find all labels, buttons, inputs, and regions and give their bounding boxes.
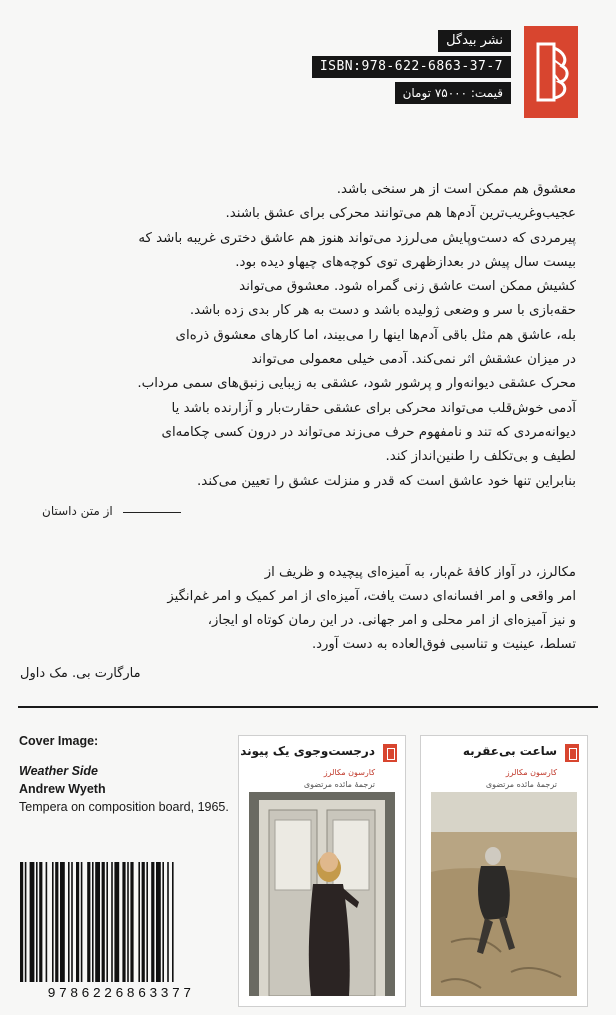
barcode-bars xyxy=(18,862,224,984)
artwork-medium: Tempera on composition board, 1965. xyxy=(19,800,229,814)
publisher-name: نشر بیدگل xyxy=(438,30,511,52)
field-painting-image xyxy=(431,792,577,996)
book-title: درجست‌وجوی یک پیوند xyxy=(240,744,375,758)
excerpt-line: حقه‌بازی با سر و وضعی ژولیده باشد و دست به هر کار بدی زده باشد. xyxy=(189,303,576,319)
story-excerpt xyxy=(36,178,576,494)
book-author: کارسون مکالرز xyxy=(323,768,375,777)
blurb-line: مکالرز، در آواز کافهٔ غم‌بار، به آمیزه‌ای پیچیده و ظریف از xyxy=(264,565,576,580)
book-cover-art xyxy=(249,792,395,996)
related-book-cover xyxy=(238,735,406,1007)
divider xyxy=(18,706,598,708)
publisher-logo xyxy=(524,26,578,118)
excerpt-line: دیوانه‌مردی که تند و نامفهوم حرف می‌زند می‌تواند در درون کسی چکامه‌ای xyxy=(161,424,576,440)
price: قیمت: ۷۵۰۰۰ تومان xyxy=(395,82,511,104)
book-cover-art xyxy=(431,792,577,996)
excerpt-line: لطیف و بی‌تکلف را طنین‌انداز کند. xyxy=(385,449,576,465)
excerpt-line: کشیش ممکن است عاشق زنی گمراه شود. معشوق می‌تواند xyxy=(239,279,576,295)
book-translator: ترجمهٔ مائده مرتضوی xyxy=(485,780,557,789)
publisher-mark-icon xyxy=(383,744,397,762)
isbn: ISBN:978-622-6863-37-7 xyxy=(312,56,511,78)
excerpt-line: بنابراین تنها خود عاشق است که قدر و منزلت عشق را تعیین می‌کند. xyxy=(197,473,576,489)
excerpt-line: عجیب‌وغریب‌ترین آدم‌ها هم می‌توانند محرکی برای عشق باشند. xyxy=(225,206,576,222)
book-translator: ترجمهٔ مائده مرتضوی xyxy=(303,780,375,789)
book-author: کارسون مکالرز xyxy=(505,768,557,777)
door-painting-image xyxy=(249,792,395,996)
logo-icon xyxy=(524,26,578,118)
excerpt-line: پیرمردی که دست‌وپایش می‌لرزد می‌تواند هنوز هم عاشق دختری غریبه باشد که xyxy=(138,230,576,246)
blurb-line: و نیز آمیزه‌ای از امر محلی و امر جهانی. در این رمان کوتاه او ایجاز، xyxy=(207,613,576,628)
excerpt-line: در میزان عشقش اثر نمی‌کند. آدمی خیلی معمولی می‌تواند xyxy=(251,352,576,368)
credit-dash xyxy=(123,512,181,513)
excerpt-line: معشوق هم ممکن است از هر سنخی باشد. xyxy=(336,182,576,197)
excerpt-line: آدمی خوش‌قلب می‌تواند محرکی برای عشقی حقارت‌بار و آزارنده باشد یا xyxy=(171,400,576,416)
cover-image-label: Cover Image: xyxy=(19,734,99,748)
related-book-cover xyxy=(420,735,588,1007)
barcode-number: 9786226863377 xyxy=(47,987,195,1002)
blurb-author: مارگارت بی. مک داول xyxy=(20,666,141,681)
excerpt-line: بیست سال پیش در بعدازظهری توی کوچه‌های چیهاو دیده بود. xyxy=(235,254,576,270)
excerpt-line: بله، عاشق هم مثل باقی آدم‌ها اینها را می‌بیند، اما کارهای معشوق ذره‌ای xyxy=(175,327,576,343)
review-blurb xyxy=(46,561,576,657)
excerpt-credit: از متن داستان xyxy=(42,504,113,518)
blurb-line: تسلط، عینیت و تناسبی فوق‌العاده به دست آورد. xyxy=(311,637,576,652)
book-title: ساعت بی‌عقربه xyxy=(462,744,557,758)
artist-name: Andrew Wyeth xyxy=(19,782,106,796)
publisher-mark-icon xyxy=(565,744,579,762)
excerpt-line: محرک عشقی دیوانه‌وار و پرشور شود، عشقی به زیبایی زنبق‌های سمی مرداب. xyxy=(137,376,576,392)
artwork-title: Weather Side xyxy=(19,764,98,778)
cover-image-credits xyxy=(19,732,229,816)
blurb-line: امر واقعی و امر افسانه‌ای دست یافت، آمیزه‌ای از امر کمیک و امر غم‌انگیز xyxy=(167,589,576,604)
